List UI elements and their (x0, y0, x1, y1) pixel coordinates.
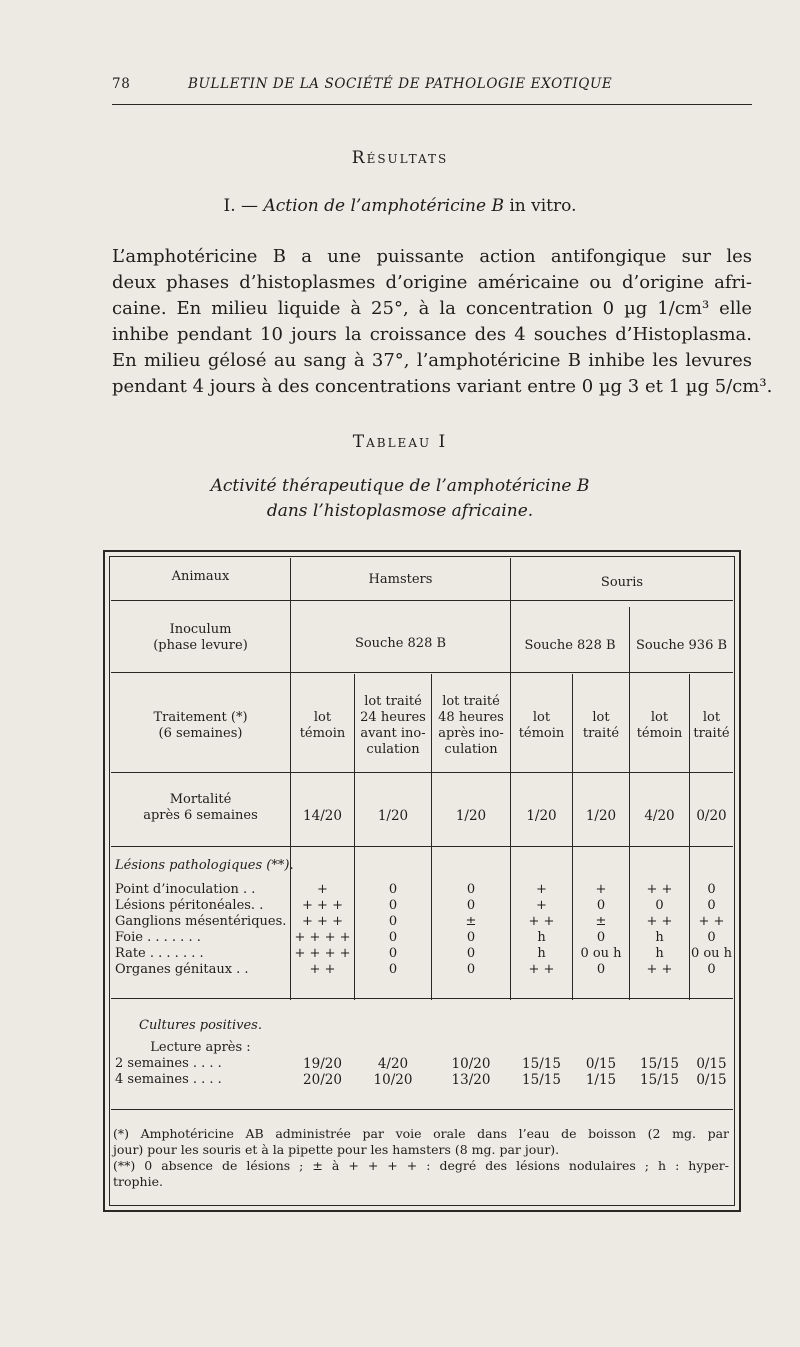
cultures-subheading: Lecture après : (150, 1040, 251, 1055)
lesion-value: 0 (388, 882, 398, 897)
lesion-label: Foie . . . . . . . (115, 930, 201, 945)
mortalite-line: Mortalité (169, 792, 232, 807)
running-header (112, 76, 752, 98)
culture-value: 0/15 (585, 1056, 617, 1072)
lesion-value: 0 ou h (580, 946, 622, 961)
col-header-line: témoin (518, 726, 565, 741)
col-lot-traite-souris-1 (573, 710, 629, 742)
lesion-col (355, 882, 431, 978)
lesion-value: + + (528, 962, 555, 977)
paragraph-line: pendant 4 jours à des concentrations variant entre 0 µg 3 et 1 µg 5/cm³. (112, 376, 773, 397)
col-header-line: après ino- (438, 726, 504, 741)
culture-value: 19/20 (303, 1056, 342, 1072)
footnote-divider (111, 1109, 733, 1110)
results-table (103, 550, 741, 1212)
col-header-line: lot (592, 710, 610, 725)
col-header-line: témoin (299, 726, 346, 741)
header-animaux: Animaux (171, 569, 230, 584)
lesion-col (291, 882, 354, 978)
inoculum-line: (phase levure) (153, 638, 248, 653)
col-header-line: lot (650, 710, 669, 725)
culture-value: 15/15 (522, 1072, 561, 1088)
culture-col (432, 1056, 510, 1088)
culture-col (511, 1056, 572, 1088)
col-header-line: lot traité (442, 694, 500, 709)
culture-value: 4/20 (377, 1056, 409, 1072)
col-lot-temoin-souris-2 (630, 710, 689, 742)
header-traitement (111, 710, 290, 742)
lesion-value: h (655, 946, 664, 961)
col-lot-temoin-souris-1 (511, 710, 572, 742)
lesion-value: 0 (596, 930, 606, 945)
row-divider (111, 772, 733, 773)
lesion-label: Point d’inoculation . . (115, 882, 256, 897)
table-footnote (113, 1126, 729, 1190)
col-header-line: traité (693, 726, 730, 741)
culture-col (291, 1056, 354, 1088)
col-header-line: témoin (636, 726, 683, 741)
culture-col (690, 1056, 733, 1088)
traitement-line: Traitement (*) (153, 710, 248, 725)
row-divider (111, 998, 733, 999)
col-header-line: 24 heures (360, 710, 426, 725)
mortalite-value: 1/20 (526, 808, 557, 824)
mortalite-value: 1/20 (585, 808, 617, 824)
mortalite-value: 0/20 (696, 808, 727, 824)
lesion-value: 0 (388, 914, 398, 929)
paragraph-line: deux phases d’histoplasmes d’origine américaine ou d’origine afri- (112, 272, 752, 293)
lesion-value: 0 (655, 898, 664, 913)
col-header-line: culation (444, 742, 498, 757)
lesion-label: Lésions péritonéales. . (115, 898, 264, 913)
col-header-line: lot (532, 710, 551, 725)
lesion-value: + + (646, 914, 673, 929)
header-hamsters: Hamsters (368, 572, 433, 587)
lesion-value: h (537, 946, 546, 961)
culture-col (573, 1056, 629, 1088)
lesion-col (573, 882, 629, 978)
lesion-value: 0 (388, 962, 398, 977)
lesion-value: 0 (466, 930, 476, 945)
lesion-label: Rate . . . . . . . (115, 946, 204, 961)
lesion-value: 0 (388, 930, 398, 945)
table-label: Tableau I (352, 432, 448, 452)
culture-value: 15/15 (522, 1056, 561, 1072)
mortalite-value: 4/20 (644, 808, 675, 824)
lesion-col (630, 882, 689, 978)
cultures-heading: Cultures positives. (139, 1018, 262, 1033)
lesion-value: 0 (466, 962, 476, 977)
culture-value: 20/20 (303, 1072, 342, 1088)
paragraph-line: En milieu gélosé au sang à 37°, l’amphotéricine B inhibe les levures (112, 350, 752, 371)
lesion-value: + + + + (294, 930, 351, 945)
col-header-line: lot (702, 710, 721, 725)
caption-line: dans l’histoplasmose africaine. (266, 501, 534, 521)
traitement-line: (6 semaines) (158, 726, 243, 741)
footnote-line: (*) Amphotéricine AB administrée par voie orale dans l’eau de boisson (2 mg. par (113, 1126, 729, 1141)
lesion-value: 0 (707, 930, 716, 945)
subsection-title: Action de l’amphotéricine B (263, 196, 504, 216)
row-divider (111, 672, 733, 673)
col-lot-temoin-hamsters (291, 710, 354, 742)
lesion-col (690, 882, 733, 978)
lesion-value: + (595, 882, 607, 897)
mortalite-label (111, 792, 290, 824)
lesion-value: h (537, 930, 546, 945)
lesion-col (511, 882, 572, 978)
lesion-value: 0 (707, 882, 716, 897)
culture-value: 13/20 (451, 1072, 491, 1088)
culture-value: 1/15 (585, 1072, 617, 1088)
lesion-value: 0 ou h (690, 946, 733, 961)
culture-value: 15/15 (640, 1056, 679, 1072)
paragraph-line: inhibe pendant 10 jours la croissance des 4 souches d’Histoplasma. (112, 324, 752, 345)
header-rule (112, 104, 752, 105)
culture-label: 4 semaines . . . . (115, 1072, 222, 1087)
body-paragraph (112, 244, 773, 400)
subsection-prefix: I. — (223, 196, 264, 216)
lesions-labels (115, 882, 290, 978)
mortalite-value: 1/20 (455, 808, 487, 824)
culture-col (355, 1056, 431, 1088)
col-lot-48h (432, 694, 510, 758)
lesion-value: + (317, 882, 328, 897)
col-header-line: lot (313, 710, 332, 725)
lesion-value: + (536, 898, 547, 913)
culture-label: 2 semaines . . . . (115, 1056, 222, 1071)
lesion-value: + + (698, 914, 725, 929)
lesion-value: ± (595, 914, 607, 929)
lesion-value: ± (465, 914, 477, 929)
header-inoculum (111, 622, 290, 654)
lesion-value: 0 (707, 962, 716, 977)
lesion-value: + + (528, 914, 555, 929)
lesion-label: Ganglions mésentériques. (115, 914, 287, 929)
mortalite-value: 1/20 (377, 808, 409, 824)
culture-value: 10/20 (373, 1072, 413, 1088)
caption-line: Activité thérapeutique de l’amphotéricine B (210, 476, 590, 496)
culture-value: 0/15 (696, 1072, 727, 1088)
lesion-value: 0 (596, 898, 606, 913)
subsection-heading (0, 196, 800, 216)
footnote-line: (**) 0 absence de lésions ; ± à + + + + : degré des lésions nodulaires ; h : hyper- (113, 1158, 729, 1173)
col-header-line: avant ino- (360, 726, 426, 741)
mortalite-value: 14/20 (303, 808, 342, 824)
lesion-value: 0 (466, 898, 476, 913)
lesion-value: 0 (388, 898, 398, 913)
lesion-value: + + (309, 962, 336, 977)
col-header-line: lot traité (364, 694, 422, 709)
lesion-value: 0 (388, 946, 398, 961)
header-souche-souris-1: Souche 828 B (524, 638, 616, 653)
lesion-value: + + + (302, 898, 343, 913)
row-divider (111, 846, 733, 847)
row-divider (111, 600, 733, 601)
running-title: BULLETIN DE LA SOCIÉTÉ DE PATHOLOGIE EXOTIQUE (188, 76, 613, 92)
header-souche-souris-2: Souche 936 B (635, 638, 728, 653)
paragraph-line: L’amphotéricine B a une puissante action antifongique sur les (112, 246, 752, 267)
culture-value: 10/20 (451, 1056, 491, 1072)
col-lot-24h (355, 694, 431, 758)
col-lot-traite-souris-2 (690, 710, 733, 742)
paragraph-line: caine. En milieu liquide à 25°, à la concentration 0 µg 1/cm³ elle (112, 298, 752, 319)
table-caption (0, 474, 800, 524)
lesion-value: 0 (466, 882, 476, 897)
header-souche-hamsters: Souche 828 B (354, 636, 447, 651)
col-header-line: traité (582, 726, 620, 741)
mortalite-line: après 6 semaines (143, 808, 258, 823)
page-number: 78 (112, 76, 131, 92)
col-header-line: culation (366, 742, 420, 757)
lesion-value: 0 (596, 962, 606, 977)
footnote-line: trophie. (113, 1174, 163, 1189)
culture-col (630, 1056, 689, 1088)
lesion-value: + + + (302, 914, 343, 929)
lesion-value: 0 (707, 898, 716, 913)
subsection-suffix: in vitro. (503, 196, 577, 216)
culture-value: 0/15 (696, 1056, 727, 1072)
lesion-value: 0 (466, 946, 476, 961)
footnote-line: jour) pour les souris et à la pipette pour les hamsters (8 mg. par jour). (113, 1142, 560, 1157)
lesion-col (432, 882, 510, 978)
inoculum-line: Inoculum (169, 622, 232, 637)
lesion-value: + + (646, 882, 673, 897)
section-heading: Résultats (351, 148, 449, 168)
lesion-value: h (655, 930, 664, 945)
culture-value: 15/15 (640, 1072, 679, 1088)
lesion-value: + + (646, 962, 673, 977)
col-header-line: 48 heures (438, 710, 504, 725)
lesion-value: + + + + (294, 946, 351, 961)
lesion-value: + (536, 882, 547, 897)
lesion-label: Organes génitaux . . (115, 962, 249, 977)
header-souris: Souris (600, 575, 644, 590)
cultures-labels (115, 1056, 290, 1088)
lesions-heading: Lésions pathologiques (**). (115, 858, 294, 873)
